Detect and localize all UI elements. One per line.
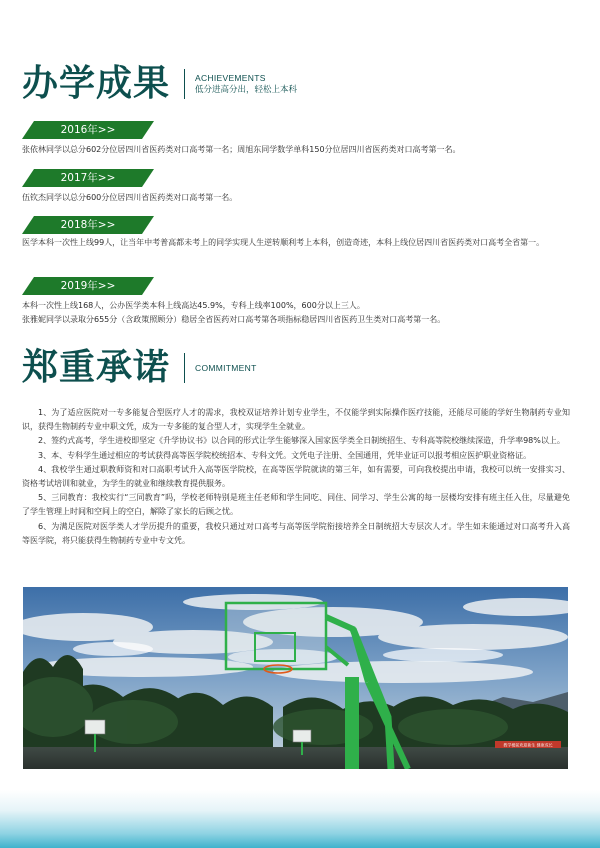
achievements-header [22, 63, 298, 104]
commitment-subheader [195, 362, 257, 374]
achievements-subheader [195, 72, 297, 96]
commitment-paragraph: 1、为了适应医院对一专多能复合型医疗人才的需求，我校双证培养计划专业学生，不仅能学到实际操作医疗技能，还能尽可能的学好生物制药专业知识，获得生物制药专业中职文凭，成为一专多能的复合型人才，实现学生全就业。 [22, 408, 570, 432]
year-text [22, 191, 582, 205]
court-ground [23, 747, 568, 769]
commitment-paragraph: 5、三同教育：我校实行“三同教育”吗，学校老师特别是班主任老师和学生同吃、同住、同学习、学生公寓的每一层楼均安排有班主任入住，尽量避免了学生管理上时间和空间上的空白，解除了家长的后顾之忧。 [22, 493, 570, 517]
year-block-2018 [22, 216, 582, 250]
header-divider [184, 353, 185, 383]
year-text [22, 236, 582, 250]
year-tab [22, 121, 154, 139]
year-label: 2016年>> [60, 124, 116, 136]
year-tab [22, 169, 154, 187]
year-text-line: 伍钦杰同学以总分600分位居四川省医药类对口高考第一名。 [22, 193, 238, 202]
banner-text: 教学楼前欢迎新生 健康成长 [503, 742, 553, 748]
year-text-line: 张依林同学以总分602分位居四川省医药类对口高考第一名；周旭东同学数学单科150分位居四川省医药类对口高考第一名。 [22, 145, 461, 154]
commitment-paragraph: 2、签约式高考，学生进校即坚定《升学协议书》以合同的形式让学生能够深入国家医学类全日制统招生、专科高等院校继续深造，升学率98%以上。 [38, 436, 565, 446]
year-text [22, 299, 582, 327]
year-block-2017 [22, 169, 582, 205]
achievements-subtitle: 低分进高分出，轻松上本科 [195, 85, 298, 95]
achievements-title: 办学成果 [22, 63, 171, 104]
year-text [22, 143, 582, 157]
year-tab [22, 216, 154, 234]
year-block-2016 [22, 121, 582, 157]
header-divider [184, 69, 185, 99]
commitment-paragraph: 4、我校学生通过职教师资和对口高职考试升入高等医学院校，在高等医学院就读的第三年，如有需要，可向我校提出申请，我校可以统一安排实习、资格考试培训和就业，为学生的就业和继续教育提供服务。 [22, 464, 570, 489]
year-block-2019 [22, 277, 582, 327]
year-text-line: 医学本科一次性上线99人，让当年中考普高都未考上的同学实现人生逆转顺利考上本科，创造奇迹，本科上线位居四川省医药类对口高考全省第一。 [22, 238, 545, 247]
year-label: 2019年>> [60, 280, 116, 292]
commitment-title: 郑重承诺 [22, 347, 171, 388]
achievements-en-label: ACHIEVEMENTS [195, 73, 266, 83]
commitment-paragraph: 6、为满足医院对医学类人才学历提升的重要，我校只通过对口高考与高等医学院衔接培养全日制统招大专层次人才。学生如未能通过对口高考升入高等医学院，将只能获得生物制药专业中专文凭。 [22, 521, 570, 545]
photo-illustration [23, 587, 568, 769]
commitment-body [22, 406, 570, 548]
commitment-header [22, 347, 257, 388]
year-text-line: 本科一次性上线168人，公办医学类本科上线高达45.9%，专科上线率100%，600分以上三人。 [22, 301, 365, 310]
commitment-en-label: COMMITMENT [195, 363, 257, 373]
commitment-paragraph: 3、本、专科学生通过相应的考试获得高等医学院校统招本、专科文凭。文凭电子注册、全国通用，凭毕业证可以报考相应医护职业资格证。 [38, 450, 532, 460]
year-label: 2018年>> [60, 219, 116, 231]
footer-gradient-band [0, 790, 600, 848]
campus-basketball-photo [23, 587, 568, 769]
year-text-line: 张雅妮同学以录取分655分（含政策照顾分）稳居全省医药对口高考第各项指标稳居四川省医药卫生类对口高考第一名。 [22, 315, 446, 324]
year-tab [22, 277, 154, 295]
year-label: 2017年>> [60, 172, 116, 184]
